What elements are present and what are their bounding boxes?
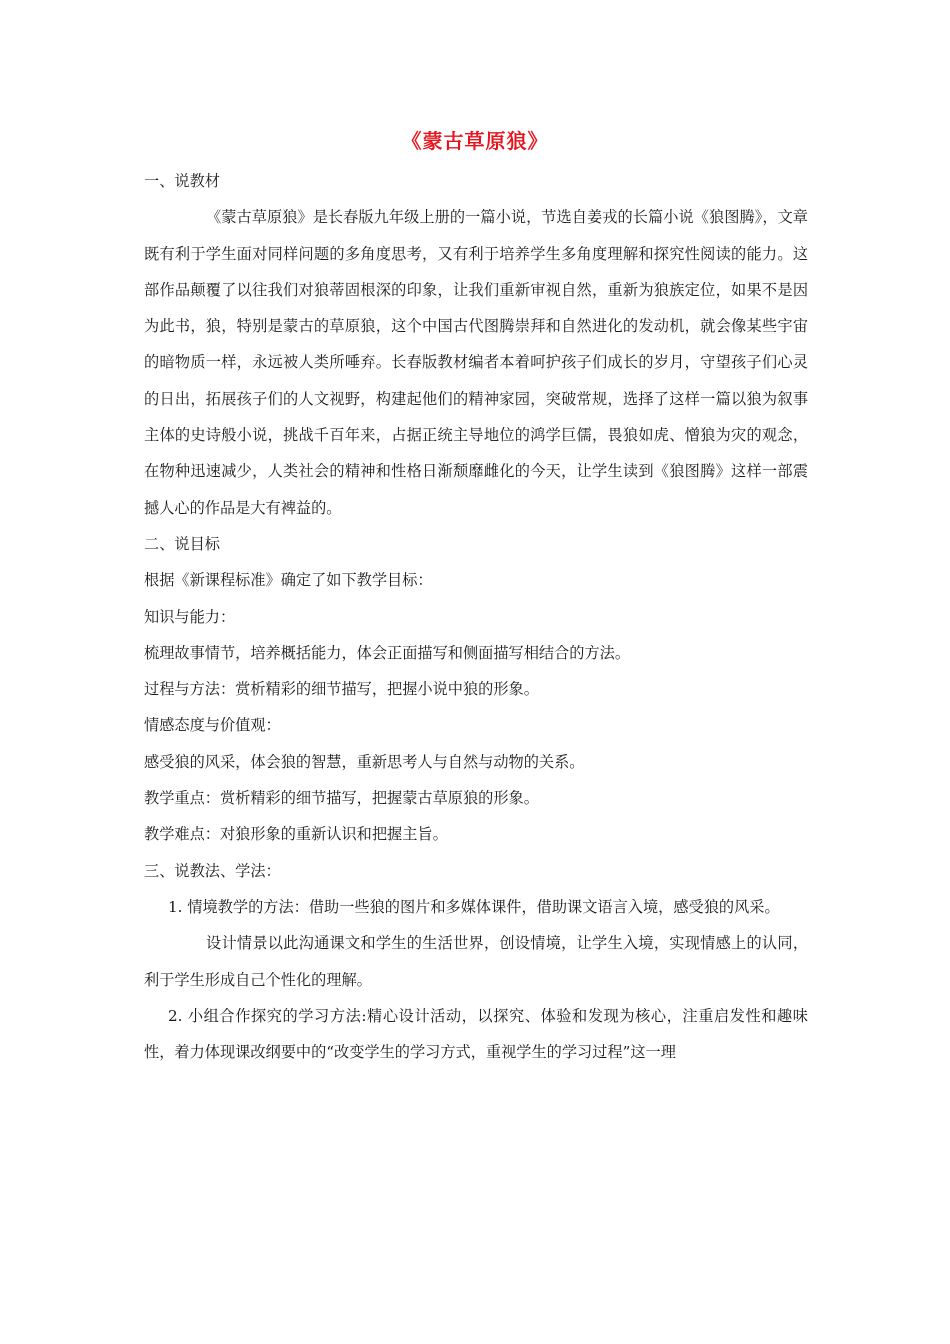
body-paragraph: 根据《新课程标准》确定了如下教学目标： — [144, 571, 433, 590]
section-heading: 一、说教材 — [144, 172, 220, 190]
list-item: 2. 小组合作探究的学习方法:精心设计活动，以探究、体验和发现为核心，注重启发性和趣味性，着力体现课改纲要中的“改变学生的学习方式，重视学生的学习过程”这一理 — [144, 1006, 808, 1062]
body-paragraph: 梳理故事情节，培养概括能力，体会正面描写和侧面描写相结合的方法。 — [144, 643, 630, 662]
subheading: 知识与能力： — [144, 607, 236, 626]
section-heading: 三、说教法、学法： — [144, 861, 281, 880]
body-paragraph: 设计情景以此沟通课文和学生的生活世界，创设情境，让学生入境，实现情感上的认同，利于学生形成自己个性化的理解。 — [144, 934, 808, 989]
section-heading: 二、说目标 — [144, 534, 220, 553]
subheading: 情感态度与价值观： — [144, 716, 281, 735]
body-paragraph: 教学重点：赏析精彩的细节描写，把握蒙古草原狼的形象。 — [144, 789, 539, 808]
body-paragraph: 《蒙古草原狼》是长春版九年级上册的一篇小说，节选自姜戎的长篇小说《狼图腾》，文章既有利于学生面对同样问题的多角度思考，又有利于培养学生多角度理解和探究性阅读的能力。这部作品颠覆了以往我们对狼蒂固根深的印象，让我们重新审视自然，重新为狼族定位，如果不是因为此书，狼，特别是蒙古的草原狼，这个中国古代图腾崇拜和自然进化的发动机，就会像某些宇宙的暗物质一样，永远被人类所唾弃。长春版教材编者本着呵护孩子们成长的岁月，守望孩子们心灵的日出，拓展孩子们的人文视野，构建起他们的精神家园，突破常规，选择了这样一篇以狼为叙事主体的史诗般小说，挑战千百年来，占据正统主导地位的鸿学巨儒，畏狼如虎、憎狼为灾的观念，在物种迅速减少，人类社会的精神和性格日渐颓靡雌化的今天，让学生读到《狼图腾》这样一部震撼人心的作品是大有裨益的。 — [144, 208, 808, 517]
body-paragraph: 感受狼的风采，体会狼的智慧，重新思考人与自然与动物的关系。 — [144, 752, 585, 771]
document-body — [144, 163, 808, 1070]
document-title: 《蒙古草原狼》 — [401, 129, 549, 153]
body-paragraph: 过程与方法：赏析精彩的细节描写，把握小说中狼的形象。 — [144, 680, 539, 699]
list-item: 1. 情境教学的方法：借助一些狼的图片和多媒体课件，借助课文语言入境，感受狼的风采。 — [168, 897, 780, 916]
body-paragraph: 教学难点：对狼形象的重新认识和把握主旨。 — [144, 825, 448, 844]
